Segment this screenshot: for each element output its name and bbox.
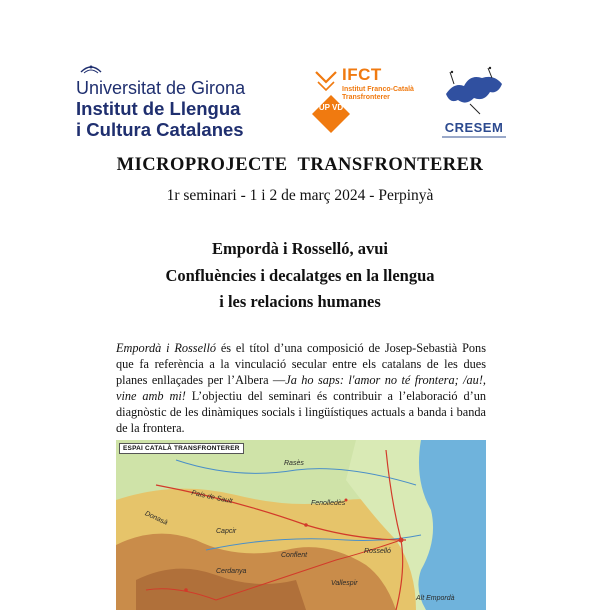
theme-title-line3: i les relacions humanes [219, 292, 381, 311]
ifct-subtitle: Institut Franco-Català Transfronterer [342, 86, 414, 101]
udg-institute-line2: i Cultura Catalanes [76, 119, 244, 140]
udg-crest-icon [79, 64, 103, 82]
udg-logo [76, 66, 276, 140]
map-label-vallespir: Vallespir [331, 580, 358, 587]
page-title: MICROPROJECTE TRANSFRONTERER [116, 155, 484, 175]
theme-title-line1: Empordà i Rosselló, avui [211, 239, 389, 258]
map-label-capcir: Capcir [216, 528, 237, 535]
map-label-fenolledes: Fenolledès [311, 500, 346, 507]
cresem-title: CRESEM [444, 120, 504, 135]
map-label-rossello: Rosselló [364, 548, 391, 555]
map-label-cerdanya: Cerdanya [216, 568, 247, 575]
upvd-badge: UP VD [318, 103, 344, 112]
cresem-logo [440, 64, 508, 144]
map-label-conflent: Conflent [281, 552, 308, 559]
cross-border-map [116, 440, 486, 610]
poem-quote: Ja ho saps: l'amor no té frontera; /au!, vine amb mi! [116, 373, 486, 403]
cresem-mediterranean-icon [440, 64, 508, 118]
paragraph-text-a: és el títol d’una composició de Josep-Sebastià Pons que fa referència a la vinculació secular entre els catalans de les dues planes enllaçades per l’Albera — [116, 341, 486, 387]
cresem-tagline-rule [442, 136, 506, 138]
map-label-donasa: Donasà [143, 510, 169, 527]
map-title: ESPAI CATALÀ TRANSFRONTERER [119, 443, 244, 454]
map-label-pais-de-sault: País de Sault [190, 489, 233, 506]
seminar-date-line: 1r seminari - 1 i 2 de març 2024 - Perpinyà [166, 187, 434, 204]
udg-institute-line1: Institut de Llengua [76, 98, 241, 119]
ifct-logo [308, 62, 428, 142]
ifct-title: IFCT [342, 65, 382, 84]
poem-title: Empordà i Rosselló [116, 341, 217, 355]
paragraph-text-b: L’objectiu del seminari és contribuir a l’elaboració d’un diagnòstic de les dinàmiques socials i lingüístiques actuals a banda i banda de la frontera. [116, 389, 486, 435]
udg-name: Universitat de Girona [76, 78, 246, 98]
theme-title-line2: Confluències i decalatges en la llengua [165, 266, 435, 285]
intro-paragraph [116, 340, 486, 436]
map-label-alt-emporda: Alt Empordà [416, 595, 455, 602]
map-label-rases: Rasès [284, 460, 304, 467]
